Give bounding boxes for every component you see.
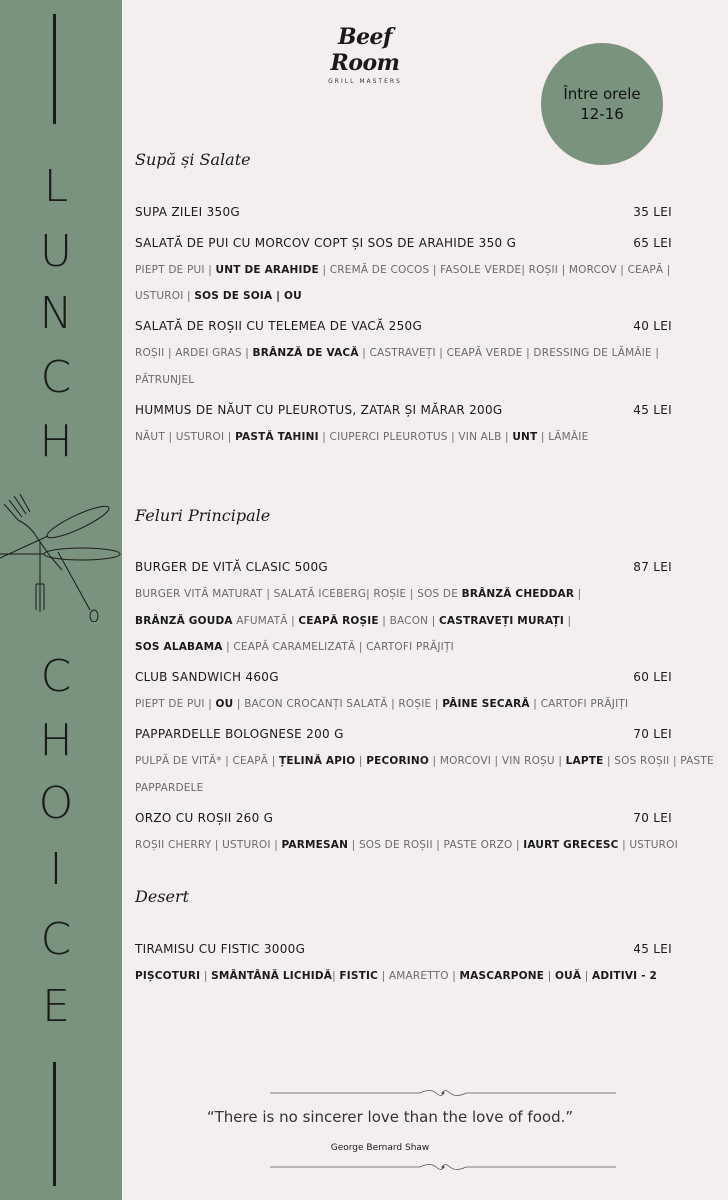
sidebar-letter: U bbox=[39, 226, 73, 277]
menu-item-pappardelle bbox=[135, 727, 672, 741]
menu-item-salata-rosii bbox=[135, 319, 672, 333]
item-description: BURGER VITĂ MATURAT | SALATĂ ICEBERG| ROȘIE | SOS DE BRÂNZĂ CHEDDAR | bbox=[135, 588, 582, 600]
item-description: ROȘII CHERRY | USTUROI | PARMESAN | SOS DE ROȘII | PASTE ORZO | IAURT GRECESC | USTUROI bbox=[135, 839, 678, 851]
item-name: SALATĂ DE ROȘII CU TELEMEA DE VACĂ 250G bbox=[135, 319, 423, 333]
item-description: USTUROI | SOS DE SOIA | OU bbox=[135, 290, 302, 302]
sidebar bbox=[0, 0, 122, 1200]
quote-author: George Bernard Shaw bbox=[330, 1143, 430, 1153]
menu-item-burger bbox=[135, 560, 672, 574]
item-name: ORZO CU ROȘII 260 G bbox=[135, 811, 274, 825]
sidebar-letter: H bbox=[39, 715, 73, 766]
divider-bar-top bbox=[53, 14, 56, 124]
quote-text: “There is no sincerer love than the love of food.” bbox=[206, 1108, 574, 1126]
item-name: CLUB SANDWICH 460G bbox=[135, 670, 279, 684]
sidebar-letter: I bbox=[49, 844, 63, 895]
item-name: TIRAMISU CU FISTIC 3000G bbox=[135, 942, 306, 956]
hours-badge-label: Între orele bbox=[563, 85, 641, 103]
item-price: 40 LEI bbox=[633, 319, 672, 333]
item-price: 45 LEI bbox=[633, 942, 672, 956]
ornament-divider-bottom bbox=[270, 1162, 616, 1172]
menu-item-hummus bbox=[135, 403, 672, 417]
item-price: 70 LEI bbox=[633, 727, 672, 741]
menu-item-orzo bbox=[135, 811, 672, 825]
item-name: BURGER DE VITĂ CLASIC 500G bbox=[135, 560, 329, 574]
item-price: 87 LEI bbox=[633, 560, 672, 574]
section-title-mains: Feluri Principale bbox=[135, 506, 271, 525]
item-description: PAPPARDELE bbox=[135, 782, 204, 794]
brand-tagline: GRILL MASTERS bbox=[328, 78, 402, 85]
item-description: PULPĂ DE VITĂ* | CEAPĂ | ȚELINĂ APIO | PECORINO | MORCOVI | VIN ROȘU | LAPTE | SOS ROȘII | PASTE bbox=[135, 755, 714, 767]
item-description: BRÂNZĂ GOUDA AFUMATĂ | CEAPĂ ROȘIE | BACON | CASTRAVEȚI MURAȚI | bbox=[135, 615, 572, 627]
item-name: SUPA ZILEI 350G bbox=[135, 205, 240, 219]
hours-badge bbox=[541, 43, 663, 165]
item-name: PAPPARDELLE BOLOGNESE 200 G bbox=[135, 727, 344, 741]
sidebar-letter: H bbox=[39, 416, 73, 467]
item-price: 60 LEI bbox=[633, 670, 672, 684]
section-title-dessert: Desert bbox=[135, 887, 190, 906]
item-name: HUMMUS DE NĂUT CU PLEUROTUS, ZATAR ȘI MĂRAR 200G bbox=[135, 403, 503, 417]
item-description: ROȘII | ARDEI GRAS | BRÂNZĂ DE VACĂ | CASTRAVEȚI | CEAPĂ VERDE | DRESSING DE LĂMÂIE | bbox=[135, 347, 660, 359]
divider-bar-bottom bbox=[53, 1062, 56, 1186]
item-description: NĂUT | USTUROI | PASTĂ TAHINI | CIUPERCI PLEUROTUS | VIN ALB | UNT | LĂMÂIE bbox=[135, 431, 589, 443]
brand-name: Beef Room bbox=[330, 24, 400, 76]
item-price: 65 LEI bbox=[633, 236, 672, 250]
menu-item-club-sandwich bbox=[135, 670, 672, 684]
sidebar-letter: O bbox=[38, 778, 74, 829]
item-description: PIȘCOTURI | SMÂNTÂNĂ LICHIDĂ| FISTIC | AMARETTO | MASCARPONE | OUĂ | ADITIVI - 2 bbox=[135, 970, 658, 982]
sidebar-letter: L bbox=[43, 161, 69, 212]
item-description: PIEPT DE PUI | UNT DE ARAHIDE | CREMĂ DE COCOS | FASOLE VERDE| ROȘII | MORCOV | CEAPĂ | bbox=[135, 264, 671, 276]
cutlery-icon bbox=[0, 492, 122, 622]
menu-item-supa bbox=[135, 205, 672, 219]
item-name: SALATĂ DE PUI CU MORCOV COPT ȘI SOS DE ARAHIDE 350 G bbox=[135, 236, 517, 250]
sidebar-letter: C bbox=[40, 914, 72, 965]
brand-logo bbox=[300, 24, 430, 85]
section-title-soups: Supă și Salate bbox=[135, 150, 251, 169]
item-description: PIEPT DE PUI | OU | BACON CROCANȚI SALATĂ | ROȘIE | PÂINE SECARĂ | CARTOFI PRĂJIȚI bbox=[135, 698, 629, 710]
hours-badge-time: 12-16 bbox=[580, 105, 624, 123]
menu-item-salata-pui bbox=[135, 236, 672, 250]
sidebar-letter: C bbox=[40, 352, 72, 403]
item-price: 35 LEI bbox=[633, 205, 672, 219]
menu-item-tiramisu bbox=[135, 942, 672, 956]
sidebar-letter: C bbox=[40, 651, 72, 702]
sidebar-letter: N bbox=[39, 288, 73, 339]
item-description: SOS ALABAMA | CEAPĂ CARAMELIZATĂ | CARTOFI PRĂJIȚI bbox=[135, 641, 454, 653]
ornament-divider-top bbox=[270, 1088, 616, 1098]
item-price: 70 LEI bbox=[633, 811, 672, 825]
sidebar-letter: E bbox=[42, 981, 70, 1032]
item-description: PĂTRUNJEL bbox=[135, 374, 195, 386]
item-price: 45 LEI bbox=[633, 403, 672, 417]
